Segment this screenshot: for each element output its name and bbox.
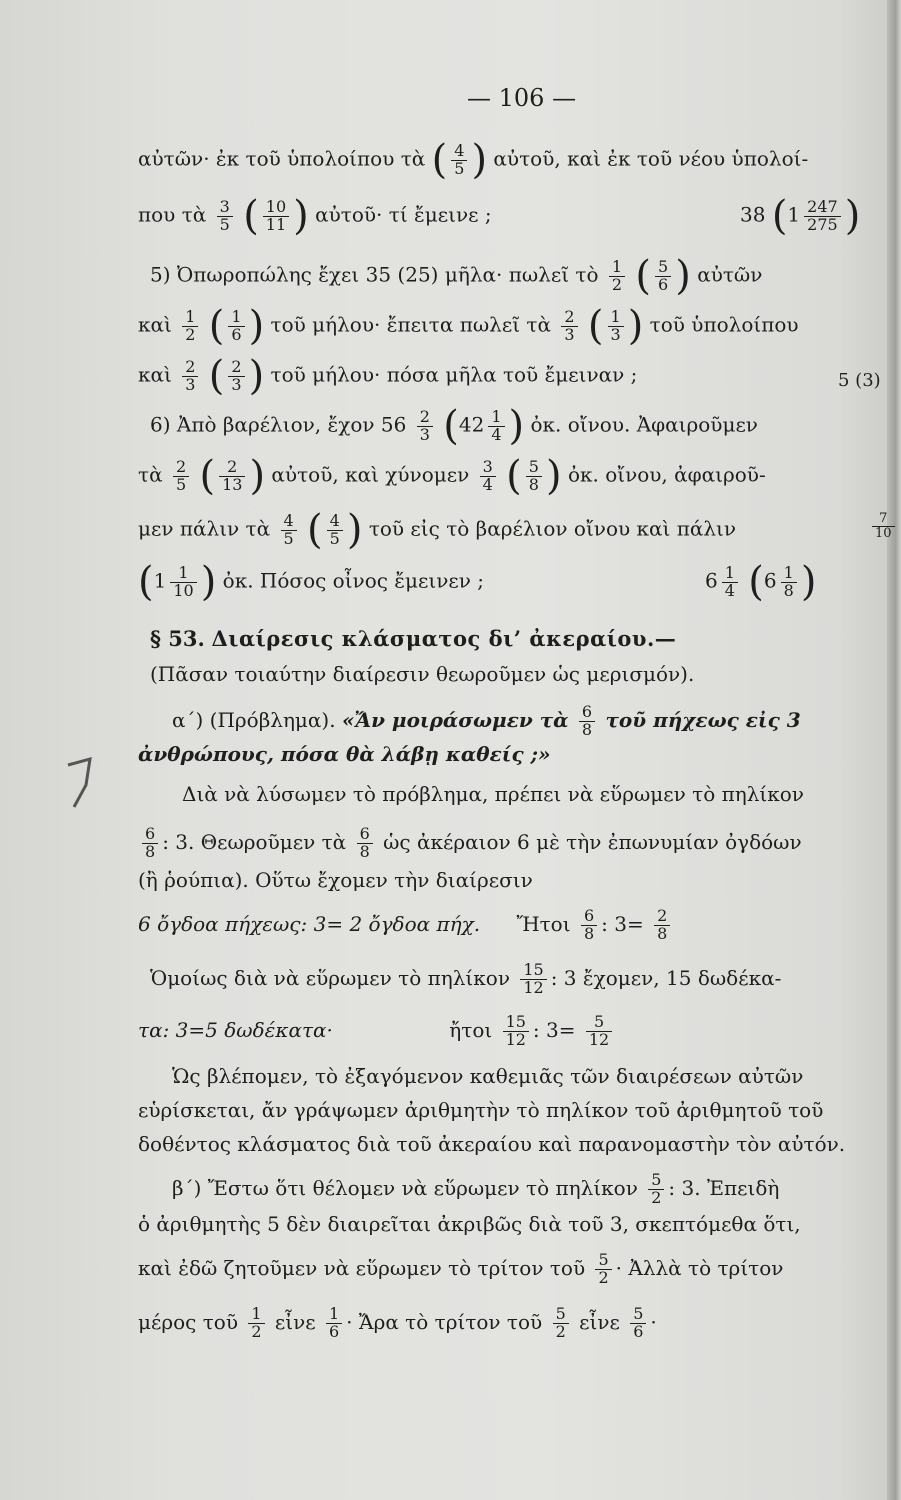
body-line-7: Ὡς βλέπομεν, τὸ ἐξαγόμενον καθεμιᾶς τῶν διαιρέσεων αὐτῶν xyxy=(172,1064,804,1088)
page-number: — 106 — xyxy=(467,84,577,112)
body-line-8: εὑρίσκεται, ἄν γράψωμεν ἀριθμητὴν τὸ πηλίκον τοῦ ἀριθμητοῦ τοῦ xyxy=(138,1098,824,1122)
section-title: Διαίρεσις κλάσματος δι’ ἀκεραίου.— xyxy=(211,626,677,651)
text-line-3: 5) Ὀπωροπώλης ἔχει 35 (25) μῆλα· πωλεῖ τὸ $\frac{1}{2}$ ( $\frac{5}{6}$ ) αὐτῶν xyxy=(150,253,763,299)
handwritten-mark xyxy=(60,745,100,815)
body-line-9: δοθέντος κλάσματος διὰ τοῦ ἀκεραίου καὶ παρανομαστὴν τὸν αὐτόν. xyxy=(138,1132,846,1156)
text-line-9: (1 $\frac{1}{10}$ ) ὀκ. Πόσος οἶνος ἔμεινεν ; xyxy=(138,559,485,605)
text-line-1: αὐτῶν· ἐκ τοῦ ὑπολοίπου τὰ ( $\frac{4}{5}$ ) αὐτοῦ, καὶ ἐκ τοῦ νέου ὑπολοί- xyxy=(138,137,809,183)
body-line-3: (ἢ ῥούπια). Οὕτω ἔχομεν τὴν διαίρεσιν xyxy=(138,868,533,892)
fraction: $\frac{4}{5}$ xyxy=(451,143,467,178)
fraction: $\frac{10}{11}$ xyxy=(263,199,289,234)
section-number: § 53. xyxy=(150,626,205,651)
text-segment: αὐτοῦ, καὶ ἐκ τοῦ νέου ὑπολοί- xyxy=(493,146,809,171)
body-line-1: Διὰ νὰ λύσωμεν τὸ πρόβλημα, πρέπει νὰ εὕρωμεν τὸ πηλίκον xyxy=(182,782,804,806)
problem-b-line-1: β΄) Ἔστω ὅτι θέλομεν νὰ εὕρωμεν τὸ πηλίκον $\frac{5}{2}$ : 3. Ἐπειδὴ xyxy=(172,1170,780,1207)
section-note: (Πᾶσαν τοιαύτην διαίρεσιν θεωροῦμεν ὡς μερισμόν). xyxy=(150,662,695,686)
answer-6: 6 $\frac{1}{4}$ (6 $\frac{1}{8}$ ) xyxy=(705,559,817,605)
section-heading xyxy=(150,628,891,650)
problem-a-cont: ἀνθρώπους, πόσα θὰ λάβῃ καθείς ;» xyxy=(138,742,551,766)
text-line-7: τὰ $\frac{2}{5}$ ( $\frac{2}{13}$ ) αὐτοῦ, καὶ χύνομεν $\frac{3}{4}$ ( $\frac{5}{8}$ ) ὀκ. οἴνου, ἀφαιροῦ- xyxy=(138,453,766,499)
problem-b-line-3: καὶ ἐδῶ ζητοῦμεν νὰ εὕρωμεν τὸ τρίτον τοῦ $\frac{5}{2}$ · Ἀλλὰ τὸ τρίτον xyxy=(138,1250,784,1287)
text-line-2: που τὰ $\frac{3}{5}$ ( $\frac{10}{11}$ ) αὐτοῦ· τί ἔμεινε ; xyxy=(138,193,492,239)
text-line-5: καὶ $\frac{2}{3}$ ( $\frac{2}{3}$ ) τοῦ μήλου· πόσα μῆλα τοῦ ἔμειναν ; xyxy=(138,353,638,399)
text-line-6: 6) Ἀπὸ βαρέλιον, ἔχον 56 $\frac{2}{3}$ (42 $\frac{1}{4}$ ) ὀκ. οἴνου. Ἀφαιροῦμεν xyxy=(150,403,758,449)
body-line-4: 6 ὄγδοα πήχεως: 3= 2 ὄγδοα πήχ. Ἤτοι $\frac{6}{8}$ : 3= $\frac{2}{8}$ xyxy=(138,908,891,943)
body-line-6: τα: 3=5 δωδέκατα· ἤτοι $\frac{15}{12}$ : 3= $\frac{5}{12}$ xyxy=(138,1014,891,1049)
answer-5: 5 (3) xyxy=(838,370,881,391)
answer-2: 38 (1 $\frac{247}{275}$ ) xyxy=(740,193,861,239)
text-line-8: μεν πάλιν τὰ $\frac{4}{5}$ ( $\frac{4}{5}$ ) τοῦ εἰς τὸ βαρέλιον οἴνου καὶ πάλιν xyxy=(138,507,737,553)
problem-a: α΄) (Πρόβλημα). «Ἄν μοιράσωμεν τὰ $\frac{6}{8}$ τοῦ πήχεως εἰς 3 xyxy=(172,702,801,739)
fraction: $\frac{3}{5}$ xyxy=(217,199,233,234)
margin-fraction: $\frac{7}{10}$ xyxy=(868,512,899,540)
text-line-4: καὶ $\frac{1}{2}$ ( $\frac{1}{6}$ ) τοῦ μήλου· ἔπειτα πωλεῖ τὰ $\frac{2}{3}$ ( $\frac{1}{3}$ ) τοῦ ὑπολοίπου xyxy=(138,303,799,349)
problem-b-line-4: μέρος τοῦ $\frac{1}{2}$ εἶνε $\frac{1}{6}$ · Ἄρα τὸ τρίτον τοῦ $\frac{5}{2}$ εἶνε $\frac{5}{6}$ · xyxy=(138,1304,657,1341)
body-line-5: Ὁμοίως διὰ νὰ εὕρωμεν τὸ πηλίκον $\frac{15}{12}$ : 3 ἔχομεν, 15 δωδέκα- xyxy=(150,960,782,997)
body-line-2: $\frac{6}{8}$ : 3. Θεωροῦμεν τὰ $\frac{6}{8}$ ὡς ἀκέραιον 6 μὲ τὴν ἐπωνυμίαν ὀγδόων xyxy=(138,826,891,861)
text-segment: αὐτῶν· ἐκ τοῦ ὑπολοίπου τὰ xyxy=(138,146,426,171)
problem-b-line-2: ὁ ἀριθμητὴς 5 δὲν διαιρεῖται ἀκριβῶς διὰ τοῦ 3, σκεπτόμεθα ὅτι, xyxy=(138,1212,801,1236)
